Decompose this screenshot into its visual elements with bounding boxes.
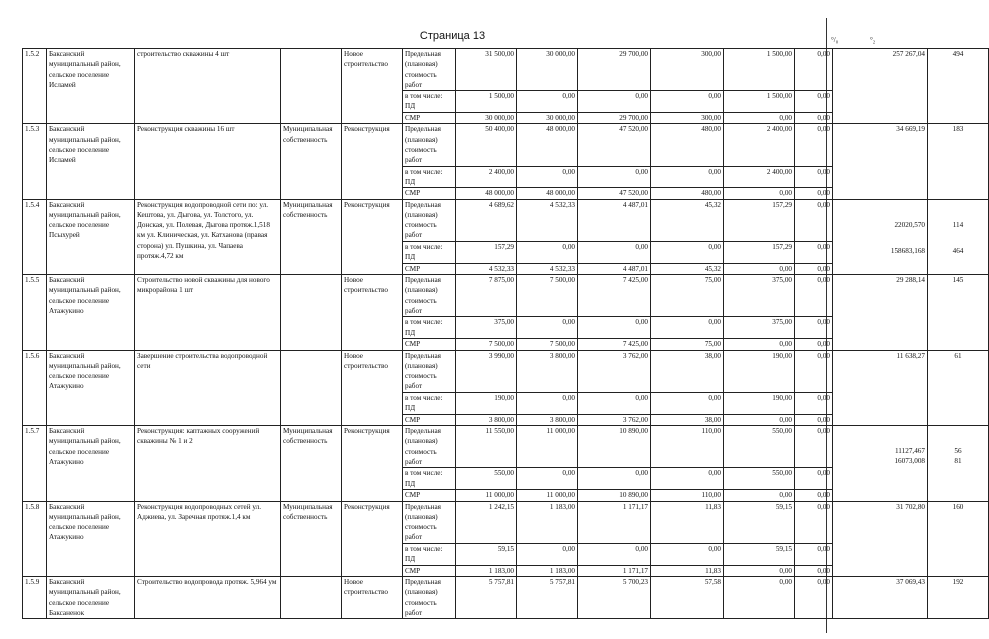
value-cell: 0,00 (578, 468, 651, 490)
value-cell: 0,00 (651, 392, 724, 414)
value-cell: 0,00 (795, 501, 833, 543)
value-cell: 0,00 (651, 468, 724, 490)
last-cell (928, 501, 989, 576)
value-cell: 0,00 (517, 91, 578, 113)
value-cell: 7 500,00 (517, 275, 578, 317)
value-cell: 11,83 (651, 501, 724, 543)
value-cell: 0,00 (651, 543, 724, 565)
pd-label: в том числе: ПД (403, 468, 456, 490)
work-type-cell: Реконструкция (342, 124, 403, 199)
ownership-cell: Муниципальная собственность (281, 501, 342, 576)
last-cell (928, 199, 989, 274)
value-cell: 7 425,00 (578, 275, 651, 317)
last-cell (928, 124, 989, 199)
work-type-cell: Реконструкция (342, 501, 403, 576)
value-cell: 0,00 (795, 317, 833, 339)
value-cell: 0,00 (795, 241, 833, 263)
corner-mark: °₂ (870, 36, 876, 44)
value-cell: 1 183,00 (456, 565, 517, 576)
extra-value: 37 069,43 (896, 577, 925, 586)
smr-label: СМР (403, 113, 456, 124)
value-cell: 0,00 (724, 339, 795, 350)
district-cell: Баксанский муниципальный район, сельское поселение Баксаненок (47, 576, 135, 618)
last-value: 494 (952, 50, 964, 58)
value-cell: 0,00 (517, 317, 578, 339)
value-cell: 48 000,00 (456, 188, 517, 199)
pd-label: в том числе: ПД (403, 241, 456, 263)
ownership-cell (281, 49, 342, 124)
ownership-cell (281, 275, 342, 350)
table-row (23, 501, 989, 543)
last-value: 183 (952, 125, 964, 134)
value-cell: 2 400,00 (724, 124, 795, 166)
cost-label: Предельная (плановая) стоимость работ (403, 275, 456, 317)
value-cell: 300,00 (651, 49, 724, 91)
value-cell: 0,00 (651, 241, 724, 263)
work-type-cell: Реконструкция (342, 199, 403, 274)
value-cell: 0,00 (795, 275, 833, 317)
value-cell: 3 762,00 (578, 350, 651, 392)
value-cell: 75,00 (651, 339, 724, 350)
row-number: 1.5.7 (23, 426, 47, 501)
value-cell: 0,00 (795, 113, 833, 124)
value-cell: 30 000,00 (456, 113, 517, 124)
value-cell: 4 487,01 (578, 263, 651, 274)
value-cell: 375,00 (724, 317, 795, 339)
value-cell: 375,00 (456, 317, 517, 339)
value-cell: 1 242,15 (456, 501, 517, 543)
last-value: 81 (954, 457, 962, 466)
value-cell: 157,29 (724, 199, 795, 241)
object-cell: Реконструкция скважины 16 шт (135, 124, 281, 199)
cost-label: Предельная (плановая) стоимость работ (403, 49, 456, 91)
extra-value: 11127,467 (894, 447, 925, 456)
last-value: 145 (952, 276, 964, 285)
last-value: 464 (952, 246, 964, 255)
table-row (23, 350, 989, 392)
value-cell: 550,00 (724, 468, 795, 490)
value-cell: 0,00 (578, 317, 651, 339)
value-cell: 0,00 (517, 543, 578, 565)
value-cell: 480,00 (651, 188, 724, 199)
value-cell: 7 500,00 (517, 339, 578, 350)
ownership-cell (281, 576, 342, 618)
value-cell: 375,00 (724, 275, 795, 317)
value-cell: 0,00 (578, 166, 651, 188)
value-cell: 45,32 (651, 199, 724, 241)
cost-label: Предельная (плановая) стоимость работ (403, 124, 456, 166)
work-type-cell: Новое строительство (342, 49, 403, 124)
value-cell: 10 890,00 (578, 426, 651, 468)
value-cell: 0,00 (578, 241, 651, 263)
table-row (23, 275, 989, 317)
extra-value: 22020,570 (894, 220, 925, 229)
pd-label: в том числе: ПД (403, 317, 456, 339)
value-cell: 30 000,00 (517, 49, 578, 91)
value-cell: 0,00 (651, 91, 724, 113)
value-cell: 0,00 (724, 188, 795, 199)
cost-label: Предельная (плановая) стоимость работ (403, 350, 456, 392)
value-cell: 1 171,17 (578, 565, 651, 576)
value-cell: 0,00 (795, 350, 833, 392)
value-cell: 3 800,00 (517, 414, 578, 425)
value-cell: 0,00 (724, 565, 795, 576)
extra-cell (833, 501, 928, 576)
value-cell: 110,00 (651, 426, 724, 468)
value-cell: 5 757,81 (517, 576, 578, 618)
row-number: 1.5.2 (23, 49, 47, 124)
value-cell: 29 700,00 (578, 49, 651, 91)
value-cell: 11 000,00 (517, 490, 578, 501)
row-number: 1.5.8 (23, 501, 47, 576)
page-title: Страница 13 (419, 30, 486, 42)
value-cell: 0,00 (651, 317, 724, 339)
value-cell: 550,00 (724, 426, 795, 468)
value-cell: 0,00 (517, 166, 578, 188)
value-cell: 0,00 (724, 263, 795, 274)
value-cell: 59,15 (724, 501, 795, 543)
district-cell: Баксанский муниципальный район, сельское поселение Атажукино (47, 501, 135, 576)
value-cell: 0,00 (795, 490, 833, 501)
district-cell: Баксанский муниципальный район, сельское поселение Исламей (47, 49, 135, 124)
extra-cell (833, 426, 928, 501)
smr-label: СМР (403, 263, 456, 274)
object-cell: Реконструкция: каптажных сооружений скважины № 1 и 2 (135, 426, 281, 501)
last-value: 160 (952, 502, 964, 511)
last-cell (928, 426, 989, 501)
extra-value: 16073,008 (894, 457, 925, 466)
value-cell: 0,00 (795, 468, 833, 490)
district-cell: Баксанский муниципальный район, сельское поселение Исламей (47, 124, 135, 199)
value-cell: 48 000,00 (517, 124, 578, 166)
value-cell: 0,00 (724, 490, 795, 501)
value-cell: 0,00 (578, 392, 651, 414)
smr-label: СМР (403, 565, 456, 576)
value-cell: 5 700,23 (578, 576, 651, 618)
value-cell: 50 400,00 (456, 124, 517, 166)
value-cell: 190,00 (456, 392, 517, 414)
value-cell: 3 762,00 (578, 414, 651, 425)
value-cell: 1 183,00 (517, 565, 578, 576)
value-cell: 0,00 (795, 49, 833, 91)
value-cell: 157,29 (456, 241, 517, 263)
value-cell: 0,00 (724, 113, 795, 124)
last-value: 114 (952, 220, 964, 229)
row-number: 1.5.9 (23, 576, 47, 618)
value-cell: 1 500,00 (724, 49, 795, 91)
row-number: 1.5.4 (23, 199, 47, 274)
value-cell: 11 550,00 (456, 426, 517, 468)
object-cell: Реконструкция водопроводной сети по: ул. Кештова, ул. Дыгова, ул. Толстого, ул. Донская, ул. Полевая, Дыгова протяж.1,518 км ул. Клиническая, ул. Катханова (правая сторона) ул. Пушкина, ул. Чапаева протяж.4,72 км (135, 199, 281, 274)
value-cell: 2 400,00 (724, 166, 795, 188)
work-type-cell: Новое строительство (342, 350, 403, 425)
value-cell: 0,00 (517, 241, 578, 263)
last-value: 192 (952, 577, 964, 586)
value-cell: 0,00 (795, 199, 833, 241)
ownership-cell (281, 350, 342, 425)
work-type-cell: Реконструкция (342, 426, 403, 501)
district-cell: Баксанский муниципальный район, сельское поселение Атажукино (47, 350, 135, 425)
extra-cell (833, 124, 928, 199)
row-number: 1.5.5 (23, 275, 47, 350)
object-cell: Завершение строительства водопроводной сети (135, 350, 281, 425)
value-cell: 57,58 (651, 576, 724, 618)
value-cell: 4 487,01 (578, 199, 651, 241)
value-cell: 29 700,00 (578, 113, 651, 124)
value-cell: 3 990,00 (456, 350, 517, 392)
value-cell: 0,00 (578, 91, 651, 113)
extra-cell (833, 576, 928, 618)
ownership-cell: Муниципальная собственность (281, 124, 342, 199)
value-cell: 190,00 (724, 392, 795, 414)
value-cell: 75,00 (651, 275, 724, 317)
value-cell: 3 800,00 (517, 350, 578, 392)
value-cell: 0,00 (795, 339, 833, 350)
value-cell: 59,15 (724, 543, 795, 565)
district-cell: Баксанский муниципальный район, сельское поселение Атажукино (47, 275, 135, 350)
object-cell: Строительство новой скважины для нового микрорайона 1 шт (135, 275, 281, 350)
value-cell: 47 520,00 (578, 188, 651, 199)
value-cell: 0,00 (724, 414, 795, 425)
extra-value: 34 669,19 (896, 125, 925, 134)
smr-label: СМР (403, 490, 456, 501)
value-cell: 11 000,00 (456, 490, 517, 501)
value-cell: 0,00 (795, 263, 833, 274)
pd-label: в том числе: ПД (403, 166, 456, 188)
extra-value: 11 638,27 (896, 351, 925, 360)
smr-label: СМР (403, 414, 456, 425)
pd-label: в том числе: ПД (403, 392, 456, 414)
last-cell (928, 350, 989, 425)
object-cell: Реконструкция водопроводных сетей ул. Аджиева, ул. Заречная протяж.1,4 км (135, 501, 281, 576)
last-cell (928, 576, 989, 618)
value-cell: 550,00 (456, 468, 517, 490)
value-cell: 190,00 (724, 350, 795, 392)
value-cell: 4 689,62 (456, 199, 517, 241)
value-cell: 0,00 (724, 576, 795, 618)
table-row (23, 199, 989, 241)
value-cell: 0,00 (795, 576, 833, 618)
work-type-cell: Новое строительство (342, 275, 403, 350)
table-row (23, 426, 989, 468)
value-cell: 1 183,00 (517, 501, 578, 543)
pd-label: в том числе: ПД (403, 543, 456, 565)
value-cell: 0,00 (795, 91, 833, 113)
corner-mark: °/₀ (831, 36, 839, 44)
value-cell: 4 532,33 (517, 199, 578, 241)
ownership-cell: Муниципальная собственность (281, 199, 342, 274)
value-cell: 1 171,17 (578, 501, 651, 543)
value-cell: 110,00 (651, 490, 724, 501)
last-value: 61 (954, 351, 962, 360)
value-cell: 0,00 (795, 426, 833, 468)
table-row (23, 576, 989, 618)
extra-cell (833, 350, 928, 425)
value-cell: 59,15 (456, 543, 517, 565)
value-cell: 480,00 (651, 124, 724, 166)
value-cell: 3 800,00 (456, 414, 517, 425)
smr-label: СМР (403, 339, 456, 350)
value-cell: 0,00 (795, 124, 833, 166)
value-cell: 45,32 (651, 263, 724, 274)
last-cell (928, 275, 989, 350)
value-cell: 2 400,00 (456, 166, 517, 188)
extra-value: 29 288,14 (896, 276, 925, 285)
value-cell: 47 520,00 (578, 124, 651, 166)
pd-label: в том числе: ПД (403, 91, 456, 113)
district-cell: Баксанский муниципальный район, сельское поселение Атажукино (47, 426, 135, 501)
value-cell: 30 000,00 (517, 113, 578, 124)
value-cell: 48 000,00 (517, 188, 578, 199)
value-cell: 300,00 (651, 113, 724, 124)
object-cell: строительство скважины 4 шт (135, 49, 281, 124)
extra-cell (833, 49, 928, 124)
value-cell: 157,29 (724, 241, 795, 263)
value-cell: 38,00 (651, 414, 724, 425)
value-cell: 0,00 (795, 166, 833, 188)
extra-cell (833, 275, 928, 350)
cost-label: Предельная (плановая) стоимость работ (403, 501, 456, 543)
value-cell: 11,83 (651, 565, 724, 576)
extra-cell (833, 199, 928, 274)
value-cell: 4 532,33 (456, 263, 517, 274)
extra-value: 158683,168 (890, 246, 925, 255)
value-cell: 4 532,33 (517, 263, 578, 274)
value-cell: 0,00 (517, 392, 578, 414)
value-cell: 38,00 (651, 350, 724, 392)
value-cell: 7 875,00 (456, 275, 517, 317)
extra-value: 257 267,04 (892, 50, 925, 58)
smr-label: СМР (403, 188, 456, 199)
district-cell: Баксанский муниципальный район, сельское поселение Псыхурей (47, 199, 135, 274)
row-number: 1.5.6 (23, 350, 47, 425)
value-cell: 0,00 (517, 468, 578, 490)
work-type-cell: Новое строительство (342, 576, 403, 618)
value-cell: 11 000,00 (517, 426, 578, 468)
object-cell: Строительство водопровода протяж. 5,964 ум (135, 576, 281, 618)
value-cell: 7 425,00 (578, 339, 651, 350)
value-cell: 0,00 (578, 543, 651, 565)
value-cell: 0,00 (795, 392, 833, 414)
value-cell: 0,00 (795, 565, 833, 576)
last-cell (928, 49, 989, 124)
value-cell: 10 890,00 (578, 490, 651, 501)
table-row (23, 124, 989, 166)
value-cell: 0,00 (795, 414, 833, 425)
cost-label: Предельная (плановая) стоимость работ (403, 576, 456, 618)
ownership-cell: Муниципальная собственность (281, 426, 342, 501)
value-cell: 1 500,00 (456, 91, 517, 113)
extra-value: 31 702,80 (896, 502, 925, 511)
value-cell: 0,00 (651, 166, 724, 188)
value-cell: 31 500,00 (456, 49, 517, 91)
cost-label: Предельная (плановая) стоимость работ (403, 199, 456, 241)
budget-table (22, 48, 989, 619)
value-cell: 0,00 (795, 188, 833, 199)
table-row (23, 49, 989, 91)
cost-label: Предельная (плановая) стоимость работ (403, 426, 456, 468)
value-cell: 1 500,00 (724, 91, 795, 113)
row-number: 1.5.3 (23, 124, 47, 199)
value-cell: 5 757,81 (456, 576, 517, 618)
value-cell: 0,00 (795, 543, 833, 565)
last-value: 56 (954, 447, 962, 456)
value-cell: 7 500,00 (456, 339, 517, 350)
